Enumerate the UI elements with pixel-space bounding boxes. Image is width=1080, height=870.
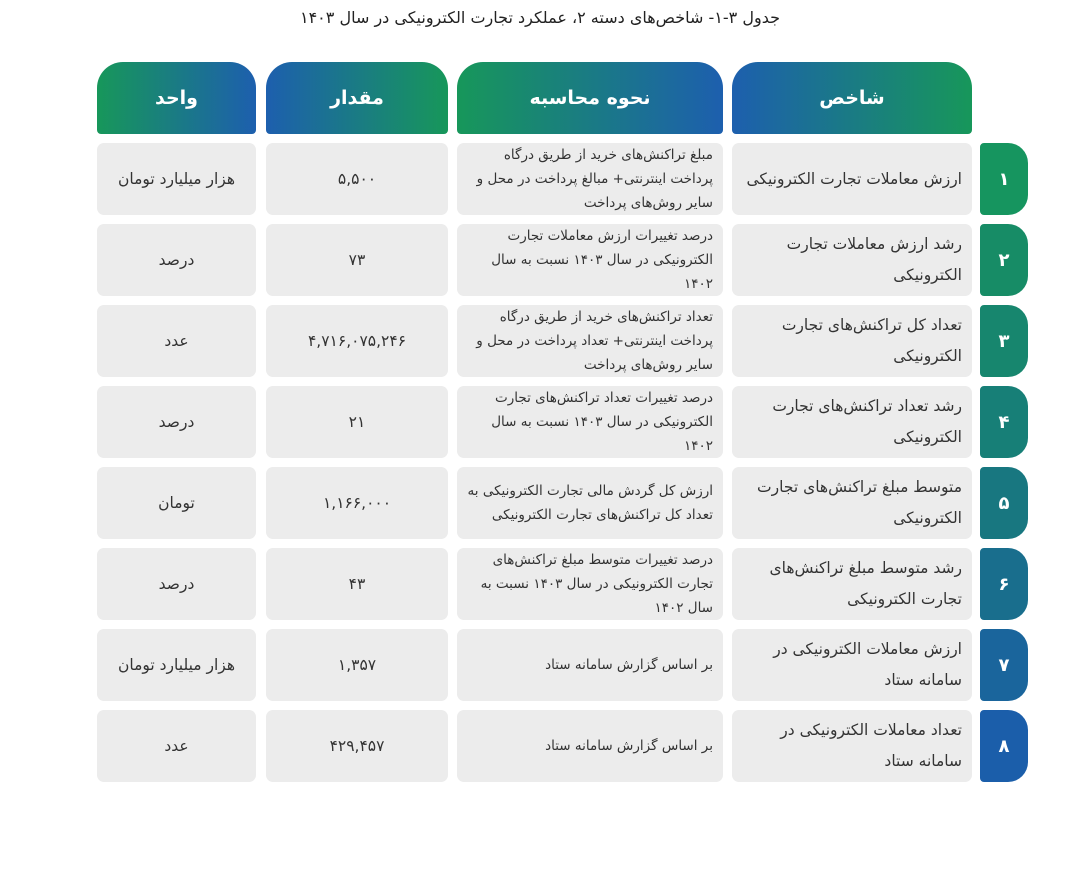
method-cell: درصد تغییرات متوسط مبلغ تراکنش‌های تجارت الکترونیکی در سال ۱۴۰۳ نسبت به سال ۱۴۰۲ (457, 548, 723, 620)
method-cell: مبلغ تراکنش‌های خرید از طریق درگاه پرداخت اینترنتی+ مبالغ پرداخت در محل و سایر روش‌های پرداخت (457, 143, 723, 215)
header-unit: واحد (97, 62, 256, 134)
row-number-tab: ۳ (980, 305, 1028, 377)
indicator-cell: متوسط مبلغ تراکنش‌های تجارت الکترونیکی (732, 467, 972, 539)
unit-cell: هزار میلیارد تومان (97, 629, 256, 701)
method-cell: درصد تغییرات تعداد تراکنش‌های تجارت الکترونیکی در سال ۱۴۰۳ نسبت به سال ۱۴۰۲ (457, 386, 723, 458)
value-cell: ۲۱ (266, 386, 448, 458)
value-cell: ۱,۱۶۶,۰۰۰ (266, 467, 448, 539)
method-cell: درصد تغییرات ارزش معاملات تجارت الکترونیکی در سال ۱۴۰۳ نسبت به سال ۱۴۰۲ (457, 224, 723, 296)
indicator-cell: ارزش معاملات الکترونیکی در سامانه ستاد (732, 629, 972, 701)
indicator-cell: رشد متوسط مبلغ تراکنش‌های تجارت الکترونیکی (732, 548, 972, 620)
row-number-tab: ۶ (980, 548, 1028, 620)
indicator-cell: ارزش معاملات تجارت الکترونیکی (732, 143, 972, 215)
method-cell: تعداد تراکنش‌های خرید از طریق درگاه پرداخت اینترنتی+ تعداد پرداخت در محل و سایر روش‌های پرداخت (457, 305, 723, 377)
unit-cell: عدد (97, 305, 256, 377)
unit-cell: تومان (97, 467, 256, 539)
indicator-cell: رشد تعداد تراکنش‌های تجارت الکترونیکی (732, 386, 972, 458)
method-cell: ارزش کل گردش مالی تجارت الکترونیکی به تعداد کل تراکنش‌های تجارت الکترونیکی (457, 467, 723, 539)
row-number-tab: ۷ (980, 629, 1028, 701)
row-number-tab: ۲ (980, 224, 1028, 296)
value-cell: ۴۳ (266, 548, 448, 620)
method-cell: بر اساس گزارش سامانه ستاد (457, 629, 723, 701)
value-cell: ۴,۷۱۶,۰۷۵,۲۴۶ (266, 305, 448, 377)
method-cell: بر اساس گزارش سامانه ستاد (457, 710, 723, 782)
row-number-tab: ۸ (980, 710, 1028, 782)
indicator-cell: تعداد کل تراکنش‌های تجارت الکترونیکی (732, 305, 972, 377)
unit-cell: عدد (97, 710, 256, 782)
value-cell: ۷۳ (266, 224, 448, 296)
value-cell: ۱,۳۵۷ (266, 629, 448, 701)
indicator-cell: رشد ارزش معاملات تجارت الکترونیکی (732, 224, 972, 296)
row-number-tab: ۴ (980, 386, 1028, 458)
row-number-tab: ۱ (980, 143, 1028, 215)
value-cell: ۴۲۹,۴۵۷ (266, 710, 448, 782)
header-method: نحوه محاسبه (457, 62, 723, 134)
indicator-cell: تعداد معاملات الکترونیکی در سامانه ستاد (732, 710, 972, 782)
unit-cell: هزار میلیارد تومان (97, 143, 256, 215)
unit-cell: درصد (97, 224, 256, 296)
unit-cell: درصد (97, 386, 256, 458)
unit-cell: درصد (97, 548, 256, 620)
header-indicator: شاخص (732, 62, 972, 134)
table-caption: جدول ۳-۱- شاخص‌های دسته ۲، عملکرد تجارت الکترونیکی در سال ۱۴۰۳ (299, 8, 780, 27)
header-value: مقدار (266, 62, 448, 134)
value-cell: ۵,۵۰۰ (266, 143, 448, 215)
row-number-tab: ۵ (980, 467, 1028, 539)
